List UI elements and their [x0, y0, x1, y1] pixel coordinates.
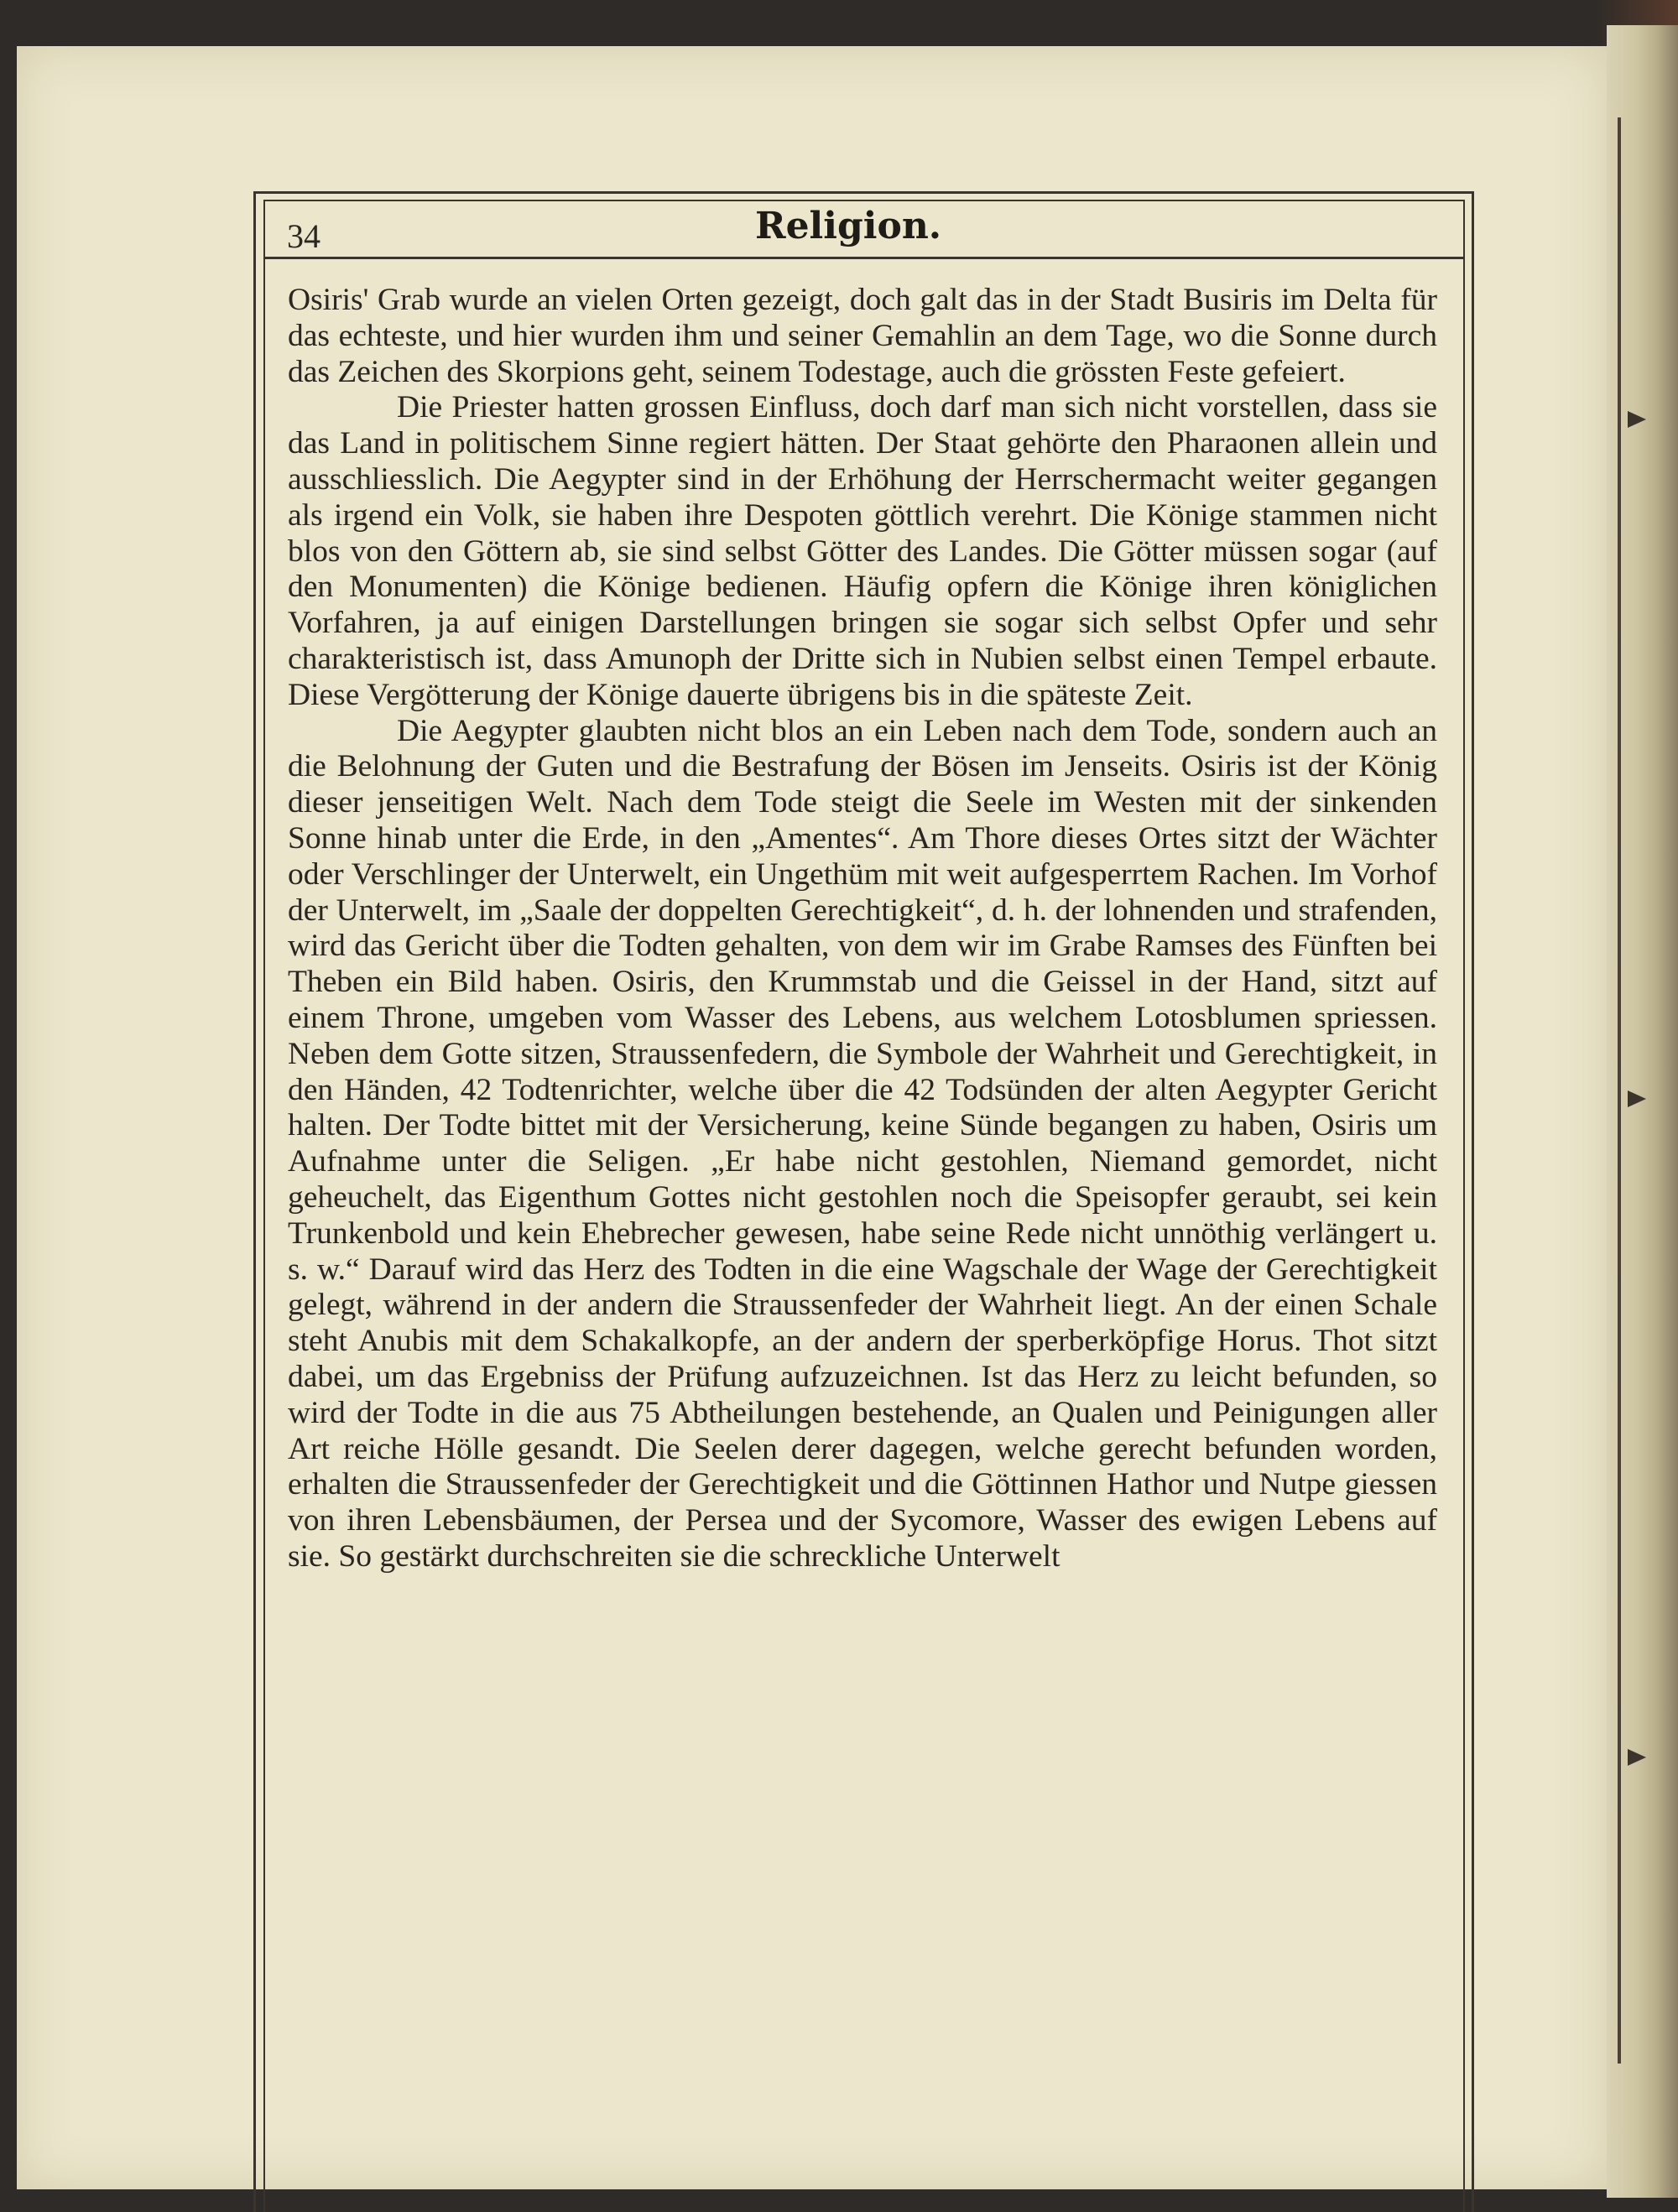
margin-marker-icon — [1628, 1090, 1646, 1107]
header-rule — [263, 257, 1465, 259]
paragraph-2: Die Priester hatten grossen Einfluss, doch darf man sich nicht vorstellen, dass sie das Land in politischem Sinne regiert hätten. Der Staat gehörte den Pharaonen allein und ausschliesslich. Die Aegypter sind in der Erhöhung der Herrschermacht weiter gegangen als irgend ein Volk, sie haben ihre Despoten göttlich verehrt. Die Könige stammen nicht blos von den Göttern ab, sie sind selbst Götter des Landes. Die Götter müssen sogar (auf den Monumenten) die Könige bedienen. Häufig opfern die Könige ihren königlichen Vorfahren, ja auf einigen Darstellungen bringen sie sogar sich selbst Opfer und sehr charakteristisch ist, dass Amunoph der Dritte sich in Nubien selbst einen Tempel erbaute. Diese Vergötterung der Könige dauerte übrigens bis in die späteste Zeit. — [288, 390, 1437, 712]
paragraph-1: Osiris' Grab wurde an vielen Orten gezeigt, doch galt das in der Stadt Busiris im Delta für das echteste, und hier wurden ihm und seiner Gemahlin an dem Tage, wo die Sonne durch das Zeichen des Skorpions geht, seinem Todestage, auch die grössten Feste gefeiert. — [288, 283, 1437, 389]
body-text — [288, 283, 1437, 2027]
page-number: 34 — [287, 217, 320, 255]
running-head: Religion. — [755, 205, 942, 247]
margin-marker-icon — [1628, 1749, 1646, 1766]
paragraph-3: Die Aegypter glaubten nicht blos an ein Leben nach dem Tode, sondern auch an die Belohnung der Guten und die Bestrafung der Bösen im Jenseits. Osiris ist der König dieser jenseitigen Welt. Nach dem Tode steigt die Seele im Westen mit der sinkenden Sonne hinab unter die Erde, in den „Amentes“. Am Thore dieses Ortes sitzt der Wächter oder Verschlinger der Unterwelt, ein Ungethüm mit weit aufgesperrtem Rachen. Im Vorhof der Unterwelt, im „Saale der doppelten Gerechtigkeit“, d. h. der lohnenden und strafenden, wird das Gericht über die Todten gehalten, von dem wir im Grabe Ramses des Fünften bei Theben ein Bild haben. Osiris, den Krummstab und die Geissel in der Hand, sitzt auf einem Throne, umgeben vom Wasser des Lebens, aus welchem Lotosblumen spriessen. Neben dem Gotte sitzen, Straussenfedern, die Symbole der Wahrheit und Gerechtigkeit, in den Händen, 42 Todtenrichter, welche über die 42 Todsünden der alten Aegypter Gericht halten. Der Todte bittet mit der Versicherung, keine Sünde begangen zu haben, Osiris um Aufnahme unter die Seligen. „Er habe nicht gestohlen, Niemand gemordet, nicht geheuchelt, das Eigenthum Gottes nicht gestohlen noch die Speisopfer geraubt, sei kein Trunkenbold und kein Ehebrecher gewesen, habe seine Rede nicht unnöthig verlängert u. s. w.“ Darauf wird das Herz des Todten in die eine Wagschale der Wage der Gerechtigkeit gelegt, während in der andern die Straussenfeder der Wahrheit liegt. An der einen Schale steht Anubis mit dem Schakalkopfe, an der andern der sperberköpfige Horus. Thot sitzt dabei, um das Ergebniss der Prüfung aufzuzeichnen. Ist das Herz zu leicht befunden, so wird der Todte in die aus 75 Abtheilungen bestehende, an Qualen und Peinigungen aller Art reiche Hölle gesandt. Die Seelen derer dagegen, welche gerecht befunden worden, erhalten die Straussenfeder der Gerechtigkeit und die Göttinnen Hathor und Nutpe giessen von ihren Lebensbäumen, der Persea und der Sycomore, Wasser des ewigen Lebens auf sie. So gestärkt durchschreiten sie die schreckliche Unterwelt — [288, 713, 1437, 1574]
spine-edge-line — [1618, 117, 1621, 2064]
margin-marker-icon — [1628, 411, 1646, 428]
